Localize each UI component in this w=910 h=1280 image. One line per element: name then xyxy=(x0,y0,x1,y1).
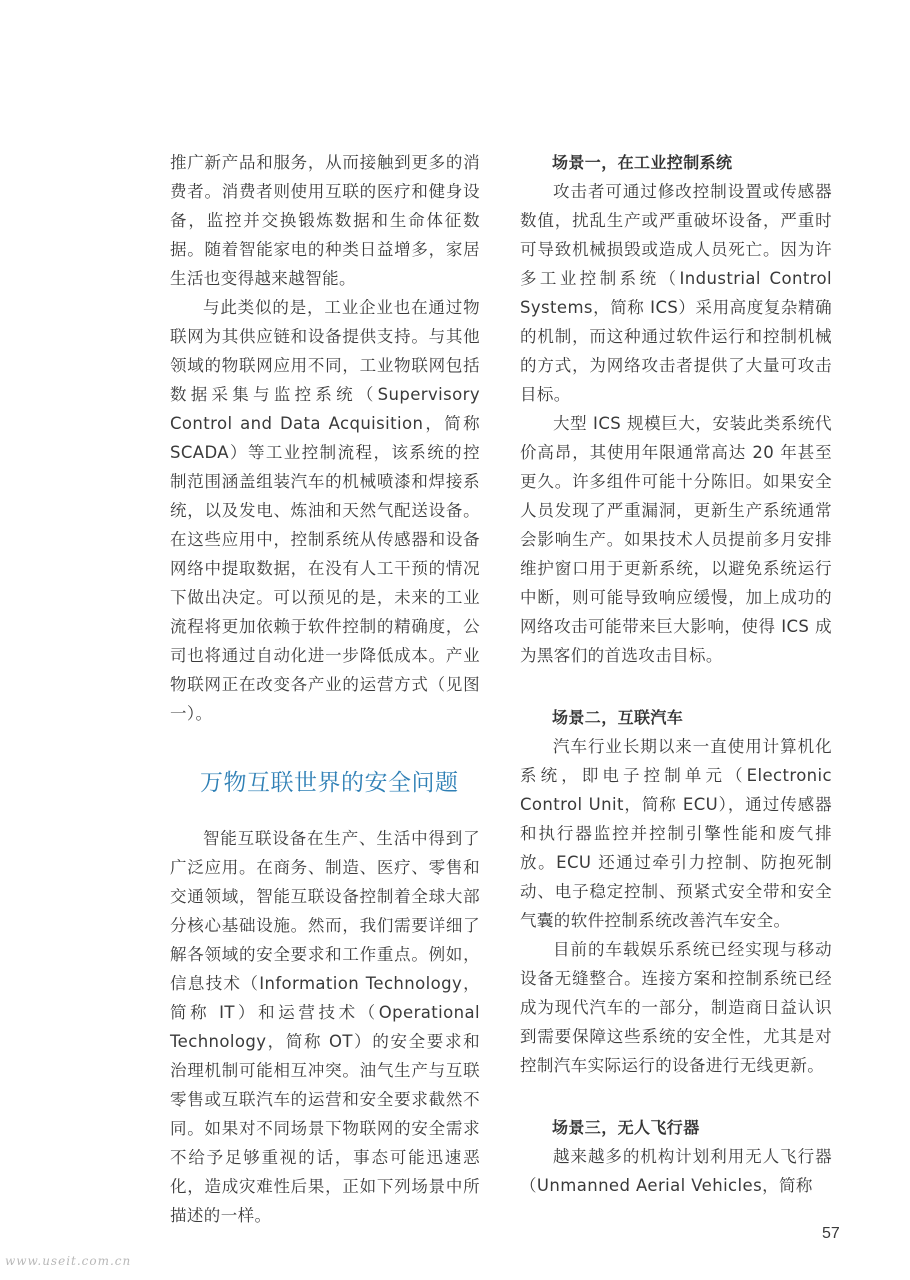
page-number: 57 xyxy=(822,1225,840,1242)
spacer xyxy=(520,1080,832,1113)
paragraph-industrial-iot: 与此类似的是，工业企业也在通过物联网为其供应链和设备提供支持。与其他领域的物联网应用不同，工业物联网包括数据采集与监控系统（Supervisory Control and Data Acquisition，简称 SCADA）等工业控制流程，该系统的控制范围涵盖组装汽车的机械喷漆和焊接系统，以及发电、炼油和天然气配送设备。在这些应用中，控制系统从传感器和设备网络中提取数据，在没有人工干预的情况下做出决定。可以预见的是，未来的工业流程将更加依赖于软件控制的精确度，公司也将通过自动化进一步降低成本。产业物联网正在改变各产业的运营方式（见图一）。 xyxy=(170,298,480,723)
left-column xyxy=(170,148,480,1230)
paragraph-security-requirements: 智能互联设备在生产、生活中得到了广泛应用。在商务、制造、医疗、零售和交通领域，智能互联设备控制着全球大部分核心基础设施。然而，我们需要详细了解各领域的安全要求和工作重点。例如，信息技术（Information Technology，简称 IT）和运营技术（Operational Technology，简称 OT）的安全要求和治理机制可能相互冲突。油气生产与互联零售或互联汽车的运营和安全要求截然不同。如果对不同场景下物联网的安全需求不给予足够重视的话，事态可能迅速恶化，造成灾难性后果，正如下列场景中所描述的一样。 xyxy=(170,829,480,1225)
paragraph-scene-2-ecu: 汽车行业长期以来一直使用计算机化系统，即电子控制单元（Electronic Control Unit，简称 ECU），通过传感器和执行器监控并控制引擎性能和废气排放。ECU 还通过牵引力控制、防抱死制动、电子稳定控制、预紧式安全带和安全气囊的软件控制系统改善汽车安全。 xyxy=(520,737,832,930)
paragraph-consumer-devices: 推广新产品和服务，从而接触到更多的消费者。消费者则使用互联的医疗和健身设备，监控并交换锻炼数据和生命体征数据。随着智能家电的种类日益增多，家居生活也变得越来越智能。 xyxy=(170,153,480,288)
section-title: 万物互联世界的安全问题 xyxy=(200,770,459,796)
scene-3-heading: 场景三，无人飞行器 xyxy=(552,1118,700,1137)
scene-1-heading: 场景一，在工业控制系统 xyxy=(552,153,733,172)
right-column xyxy=(520,148,832,1200)
watermark: www.useit.com.cn xyxy=(5,1254,132,1268)
paragraph-scene-1-attack: 攻击者可通过修改控制设置或传感器数值，扰乱生产或严重破坏设备，严重时可导致机械损毁或造成人员死亡。因为许多工业控制系统（Industrial Control Systems，简称 ICS）采用高度复杂精确的机制，而这种通过软件运行和控制机械的方式，为网络攻击者提供了大量可攻击目标。 xyxy=(520,182,832,404)
paragraph-scene-3-uav: 越来越多的机构计划利用无人飞行器（Unmanned Aerial Vehicles，简称 xyxy=(520,1147,832,1195)
paragraph-scene-1-ics: 大型 ICS 规模巨大，安装此类系统代价高昂，其使用年限通常高达 20 年甚至更久。许多组件可能十分陈旧。如果安全人员发现了严重漏洞，更新生产系统通常会影响生产。如果技术人员提前多月安排维护窗口用于更新系统，以避免系统运行中断，则可能导致响应缓慢，加上成功的网络攻击可能带来巨大影响，使得 ICS 成为黑客们的首选攻击目标。 xyxy=(520,414,832,665)
spacer xyxy=(520,670,832,703)
paragraph-scene-2-infotainment: 目前的车载娱乐系统已经实现与移动设备无缝整合。连接方案和控制系统已经成为现代汽车的一部分，制造商日益认识到需要保障这些系统的安全性，尤其是对控制汽车实际运行的设备进行无线更新。 xyxy=(520,940,832,1075)
scene-2-heading: 场景二，互联汽车 xyxy=(552,708,684,727)
